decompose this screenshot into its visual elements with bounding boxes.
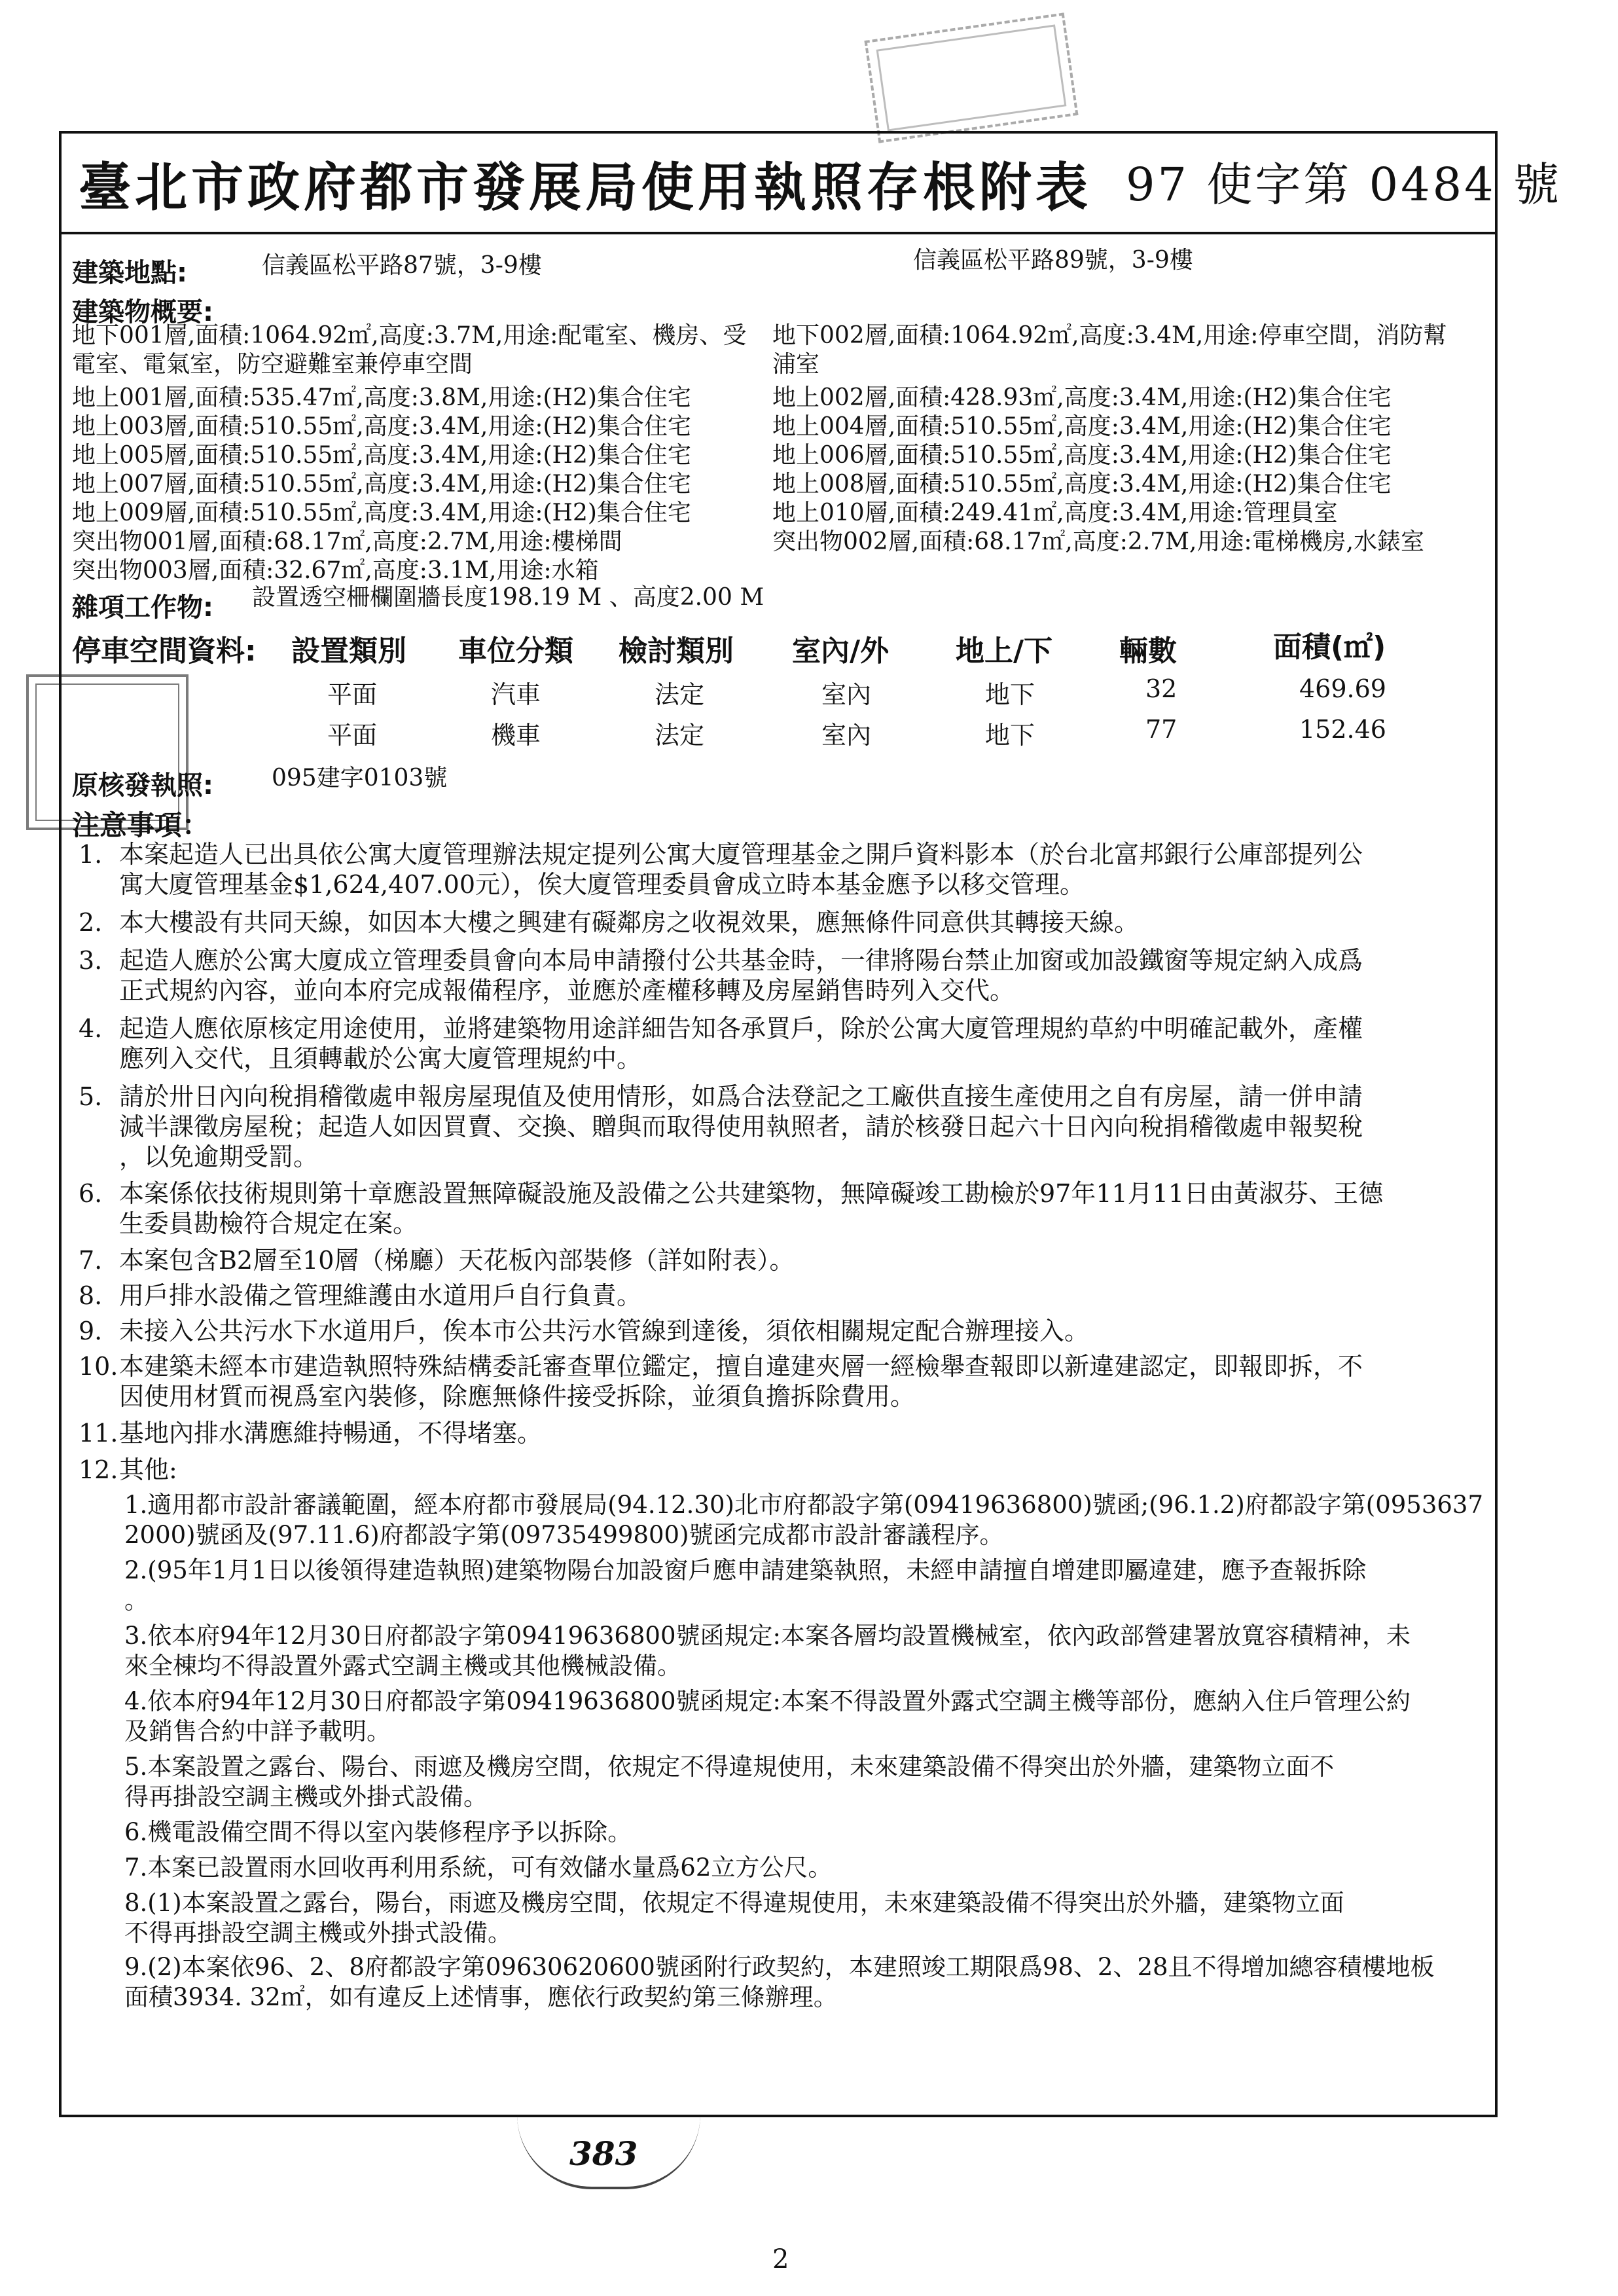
floor-item: 地上004層,面積:510.55㎡,高度:3.4M,用途:(H2)集合住宅 bbox=[772, 413, 1392, 440]
note-line: 其他: bbox=[119, 1455, 177, 1484]
note-number: 12. bbox=[79, 1455, 118, 1484]
other-line: 及銷售合約中詳予載明。 bbox=[124, 1717, 391, 1745]
other-item bbox=[124, 1817, 1486, 1848]
parking-cell: 152.46 bbox=[1299, 715, 1386, 744]
note-line: 起造人應於公寓大廈成立管理委員會向本局申請撥付公共基金時，一律將陽台禁止加窗或加設鐵窗等規定納入成爲 bbox=[119, 946, 1363, 975]
other-item bbox=[124, 1888, 1486, 1948]
floor-item: 地上010層,面積:249.41㎡,高度:3.4M,用途:管理員室 bbox=[772, 500, 1338, 526]
parking-header: 檢討類別 bbox=[619, 634, 734, 668]
parking-cell: 32 bbox=[1145, 674, 1178, 703]
overview-label: 建築物概要: bbox=[72, 297, 213, 327]
other-line: 7.本案已設置雨水回收再利用系統，可有效儲水量爲62立方公尺。 bbox=[124, 1853, 833, 1882]
page-title: 臺北市政府都市發展局使用執照存根附表 bbox=[79, 156, 1092, 218]
floor-item: 地上001層,面積:535.47㎡,高度:3.8M,用途:(H2)集合住宅 bbox=[72, 384, 691, 411]
basement1-line2: 電室、電氣室，防空避難室兼停車空間 bbox=[72, 351, 473, 378]
location-value-2: 信義區松平路89號，3-9樓 bbox=[913, 247, 1193, 274]
parking-cell: 法定 bbox=[655, 721, 705, 750]
note-line: ，以免逾期受罰。 bbox=[119, 1142, 319, 1171]
note-line: 寓大廈管理基金$1,624,407.00元），俟大廈管理委員會成立時本基金應予以移交管理。 bbox=[119, 870, 1085, 899]
other-line: 。 bbox=[124, 1586, 149, 1614]
parking-header: 輛數 bbox=[1119, 634, 1177, 668]
other-line: 5.本案設置之露台、陽台、雨遮及機房空間，依規定不得違規使用，未來建築設備不得突出於外牆，建築物立面不 bbox=[124, 1753, 1335, 1781]
other-line: 來全棟均不得設置外露式空調主機或其他機械設備。 bbox=[124, 1652, 681, 1680]
location-value-1: 信義區松平路87號，3-9樓 bbox=[262, 252, 542, 279]
parking-cell: 平面 bbox=[327, 680, 378, 709]
other-line: 2000)號函及(97.11.6)府都設字第(09735499800)號函完成都市設計審議程序。 bbox=[124, 1521, 1004, 1549]
note-number: 4. bbox=[79, 1014, 103, 1043]
location-label: 建築地點: bbox=[72, 258, 187, 288]
note-number: 9. bbox=[79, 1317, 103, 1345]
note-line: 減半課徵房屋稅；起造人如因買賣、交換、贈與而取得使用執照者，請於核發日起六十日內向稅捐稽徵處申報契稅 bbox=[119, 1112, 1363, 1141]
other-line: 6.機電設備空間不得以室內裝修程序予以拆除。 bbox=[124, 1818, 632, 1846]
note-number: 10. bbox=[79, 1352, 118, 1381]
floors-right-list bbox=[772, 384, 1424, 556]
parking-label: 停車空間資料: bbox=[72, 634, 257, 668]
note-line: 本案起造人已出具依公寓大廈管理辦法規定提列公寓大廈管理基金之開戶資料影本（於台北富邦銀行公庫部提列公 bbox=[119, 840, 1363, 869]
other-line: 不得再掛設空調主機或外掛式設備。 bbox=[124, 1919, 512, 1947]
floor-item: 地上002層,面積:428.93㎡,高度:3.4M,用途:(H2)集合住宅 bbox=[772, 384, 1392, 411]
other-line: 面積3934. 32㎡，如有違反上述情事，應依行政契約第三條辦理。 bbox=[124, 1983, 838, 2011]
document-number: 97 使字第 0484 號 bbox=[1126, 158, 1562, 211]
permit-value: 095建字0103號 bbox=[272, 765, 448, 792]
note-line: 正式規約內容，並向本府完成報備程序，並應於產權移轉及房屋銷售時列入交代。 bbox=[119, 976, 1015, 1005]
other-line: 4.依本府94年12月30日府都設字第09419636800號函規定:本案不得設置外露式空調主機等部份，應納入住戶管理公約 bbox=[124, 1687, 1411, 1715]
parking-header: 設置類別 bbox=[291, 634, 406, 668]
note-number: 3. bbox=[79, 946, 103, 975]
note-line: 應列入交代，且須轉載於公寓大廈管理規約中。 bbox=[119, 1044, 642, 1073]
floor-item: 突出物001層,面積:68.17㎡,高度:2.7M,用途:樓梯間 bbox=[72, 528, 622, 555]
floor-item: 地上009層,面積:510.55㎡,高度:3.4M,用途:(H2)集合住宅 bbox=[72, 500, 691, 526]
basement1-line1: 地下001層,面積:1064.92㎡,高度:3.7M,用途:配電室、機房、受 bbox=[72, 322, 747, 349]
official-stamp-top bbox=[865, 12, 1079, 143]
parking-header: 面積(㎡) bbox=[1273, 630, 1386, 664]
parking-cell: 汽車 bbox=[491, 680, 541, 709]
other-line: 得再掛設空調主機或外掛式設備。 bbox=[124, 1783, 488, 1811]
floors-left-list bbox=[72, 384, 691, 585]
other-line: 1.適用都市設計審議範圍，經本府都市發展局(94.12.30)北市府都設字第(09419636800)號函;(96.1.2)府都設字第(0953637 bbox=[124, 1491, 1483, 1519]
other-item bbox=[124, 1752, 1486, 1812]
note-number: 7. bbox=[79, 1246, 103, 1275]
parking-cell: 地下 bbox=[985, 721, 1035, 750]
floor-item: 突出物003層,面積:32.67㎡,高度:3.1M,用途:水箱 bbox=[72, 557, 599, 584]
other-line: 2.(95年1月1日以後領得建造執照)建築物陽台加設窗戶應申請建築執照，未經申請擅自增建即屬違建，應予查報拆除 bbox=[124, 1556, 1367, 1584]
parking-header: 車位分類 bbox=[458, 634, 573, 668]
parking-cell: 地下 bbox=[985, 680, 1035, 709]
parking-cell: 室內 bbox=[821, 680, 872, 709]
floor-item: 地上007層,面積:510.55㎡,高度:3.4M,用途:(H2)集合住宅 bbox=[72, 471, 691, 498]
other-line: 3.依本府94年12月30日府都設字第09419636800號函規定:本案各層均設置機械室，依內政部營建署放寬容積精神，未 bbox=[124, 1622, 1411, 1650]
note-line: 用戶排水設備之管理維護由水道用戶自行負責。 bbox=[119, 1281, 642, 1310]
permit-label: 原核發執照: bbox=[72, 771, 213, 801]
note-line: 因使用材質而視爲室內裝修，除應無條件接受拆除，並須負擔拆除費用。 bbox=[119, 1382, 916, 1411]
note-number: 1. bbox=[79, 840, 103, 869]
note-number: 6. bbox=[79, 1179, 103, 1208]
parking-cell: 469.69 bbox=[1299, 674, 1386, 703]
parking-cell: 機車 bbox=[491, 721, 541, 750]
misc-works-value: 設置透空柵欄圍牆長度198.19 M 、高度2.00 M bbox=[252, 584, 764, 611]
notes-heading: 注意事項： bbox=[72, 809, 210, 841]
note-line: 請於卅日內向稅捐稽徵處申報房屋現值及使用情形，如爲合法登記之工廠供直接生產使用之自有房屋，請一併申請 bbox=[119, 1082, 1363, 1111]
note-line: 基地內排水溝應維持暢通，不得堵塞。 bbox=[119, 1419, 543, 1448]
floor-item: 突出物002層,面積:68.17㎡,高度:2.7M,用途:電梯機房,水錶室 bbox=[772, 528, 1425, 555]
basement2-line2: 浦室 bbox=[772, 351, 820, 378]
misc-works-label: 雜項工作物: bbox=[72, 592, 213, 623]
note-number: 11. bbox=[79, 1419, 118, 1448]
note-line: 本案係依技術規則第十章應設置無障礙設施及設備之公共建築物，無障礙竣工勘檢於97年11月11日由黃淑芬、王德 bbox=[119, 1179, 1384, 1208]
parking-cell: 平面 bbox=[327, 721, 378, 750]
seal-number: 383 bbox=[569, 2134, 638, 2173]
other-line: 9.(2)本案依96、2、8府都設字第09630620600號函附行政契約，本建照竣工期限爲98、2、28且不得增加總容積樓地板 bbox=[124, 1953, 1435, 1981]
other-item bbox=[124, 1686, 1486, 1747]
note-line: 生委員勘檢符合規定在案。 bbox=[119, 1209, 418, 1238]
page-number: 2 bbox=[772, 2244, 789, 2274]
note-number: 2. bbox=[79, 908, 103, 937]
other-item bbox=[124, 1853, 1486, 1883]
other-line: 8.(1)本案設置之露台，陽台，雨遮及機房空間，依規定不得違規使用，未來建築設備不得突出於外牆，建築物立面 bbox=[124, 1889, 1344, 1917]
floor-item: 地上003層,面積:510.55㎡,高度:3.4M,用途:(H2)集合住宅 bbox=[72, 413, 691, 440]
other-item bbox=[124, 1621, 1486, 1681]
note-number: 8. bbox=[79, 1281, 103, 1310]
other-item bbox=[124, 1952, 1486, 2013]
parking-cell: 77 bbox=[1145, 715, 1178, 744]
floor-item: 地上006層,面積:510.55㎡,高度:3.4M,用途:(H2)集合住宅 bbox=[772, 442, 1392, 469]
note-line: 起造人應依原核定用途使用，並將建築物用途詳細告知各承買戶，除於公寓大廈管理規約草約中明確記載外，產權 bbox=[119, 1014, 1363, 1043]
parking-header: 室內/外 bbox=[792, 634, 890, 668]
note-line: 未接入公共污水下水道用戶，俟本市公共污水管線到達後，須依相關規定配合辦理接入。 bbox=[119, 1317, 1090, 1345]
floor-item: 地上008層,面積:510.55㎡,高度:3.4M,用途:(H2)集合住宅 bbox=[772, 471, 1392, 498]
parking-cell: 法定 bbox=[655, 680, 705, 709]
note-line: 本案包含B2層至10層（梯廳）天花板內部裝修（詳如附表）。 bbox=[119, 1246, 795, 1275]
other-item bbox=[124, 1490, 1486, 1550]
floor-item: 地上005層,面積:510.55㎡,高度:3.4M,用途:(H2)集合住宅 bbox=[72, 442, 691, 469]
parking-cell: 室內 bbox=[821, 721, 872, 750]
parking-header: 地上/下 bbox=[956, 634, 1053, 668]
other-item bbox=[124, 1556, 1486, 1616]
note-line: 本大樓設有共同天線，如因本大樓之興建有礙鄰房之收視效果，應無條件同意供其轉接天線。 bbox=[119, 908, 1140, 937]
basement2-line1: 地下002層,面積:1064.92㎡,高度:3.4M,用途:停車空間，消防幫 bbox=[772, 322, 1447, 349]
note-number: 5. bbox=[79, 1082, 103, 1111]
note-line: 本建築未經本市建造執照特殊結構委託審查單位鑑定，擅自違建夾層一經檢舉查報即以新違建認定，即報即拆，不 bbox=[119, 1352, 1363, 1381]
